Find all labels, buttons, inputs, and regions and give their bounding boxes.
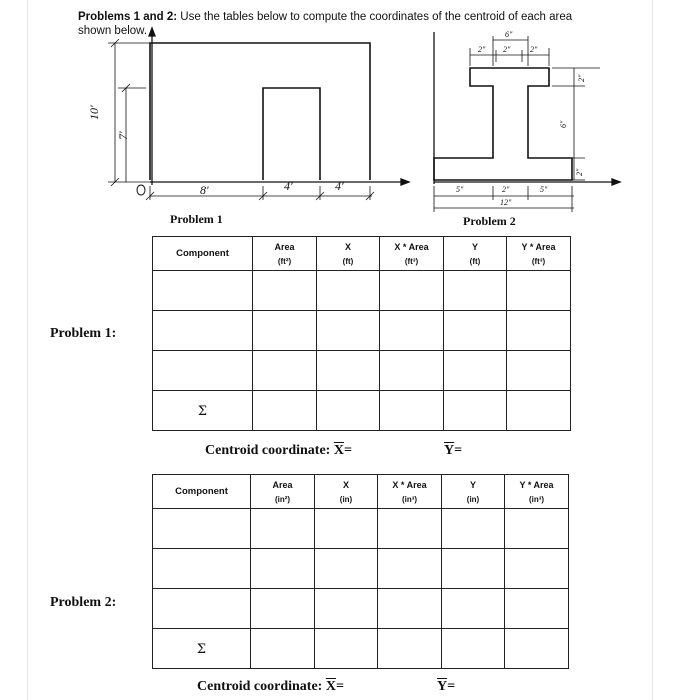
input-cell[interactable] [442,509,505,549]
input-cell[interactable] [253,271,317,311]
input-cell[interactable] [253,311,317,351]
header-component: Component [153,237,253,271]
instructions-title: Problems 1 and 2: [78,11,178,23]
header-x: X (ft) [317,237,380,271]
table-row [153,509,569,549]
table-row [153,351,571,391]
instructions-text: Use the tables below to compute the coordinates of the centroid of each area shown below. [78,11,573,37]
input-cell[interactable] [442,629,505,669]
figures [0,0,681,230]
dim-left-width: 8' [200,183,209,197]
problem-2-label: Problem 2: [50,595,117,610]
input-cell[interactable] [251,509,315,549]
input-cell[interactable] [505,629,569,669]
input-cell[interactable] [444,271,507,311]
sum-row [153,391,571,431]
input-cell[interactable] [378,509,442,549]
centroid-label: Centroid coordinate: [205,443,331,458]
header-component: Component [153,475,251,509]
input-cell[interactable] [251,549,315,589]
input-cell[interactable] [153,549,251,589]
input-cell[interactable] [507,271,571,311]
input-cell[interactable] [507,391,571,431]
input-cell[interactable] [317,271,380,311]
input-cell[interactable] [153,351,253,391]
dim-bot-c: 5" [540,185,548,194]
input-cell[interactable] [380,311,444,351]
header-y-area: Y * Area (ft³) [507,237,571,271]
input-cell[interactable] [153,311,253,351]
input-cell[interactable] [315,629,378,669]
input-cell[interactable] [505,549,569,589]
dim-right-mid: 6" [559,120,568,128]
input-cell[interactable] [315,549,378,589]
input-cell[interactable] [380,271,444,311]
figure-2-caption: Problem 2 [463,214,516,228]
input-cell[interactable] [315,589,378,629]
dim-bot-total: 12" [500,198,512,207]
input-cell[interactable] [442,589,505,629]
input-cell[interactable] [444,391,507,431]
dim-right-bot: 2" [575,168,584,176]
table-row [153,549,569,589]
centroid-label: Centroid coordinate: [197,679,323,694]
input-cell[interactable] [317,391,380,431]
input-cell[interactable] [253,351,317,391]
header-x-area: X * Area (in³) [378,475,442,509]
figure-1-caption: Problem 1 [170,212,223,226]
problem-1-label: Problem 1: [50,326,117,341]
header-y: Y (in) [442,475,505,509]
dim-bot-b: 2" [502,185,510,194]
header-area: Area (in²) [251,475,315,509]
dim-bot-a: 5" [456,185,464,194]
dim-right-width: 4' [335,179,344,193]
dim-top-total: 6" [505,30,513,39]
problem-2-ybar: $\overline{Y}=$ [437,679,456,694]
problem-2-centroid: Centroid coordinate: $\overline{X}=$ [197,679,344,694]
header-x-area: X * Area (ft³) [380,237,444,271]
dim-mid-width: 4' [284,179,293,193]
input-cell[interactable] [378,549,442,589]
input-cell[interactable] [444,351,507,391]
dim-inner-height: 7' [116,131,130,140]
sum-symbol: Σ [153,629,251,669]
input-cell[interactable] [380,351,444,391]
problem-1-table [152,236,571,431]
problem-1-centroid: Centroid coordinate: $\overline{X}=$ [205,443,352,458]
figure-1-drawing [108,28,409,200]
table-row [153,311,571,351]
table-row [153,589,569,629]
input-cell[interactable] [442,549,505,589]
header-area: Area (ft²) [253,237,317,271]
xbar-symbol: $\overline{X}$ [325,679,336,694]
input-cell[interactable] [317,311,380,351]
sum-row [153,629,569,669]
figure-1-dims [87,105,344,197]
ybar-symbol: $\overline{Y}$ [437,679,448,694]
input-cell[interactable] [153,509,251,549]
dim-top-a: 2" [478,45,486,54]
input-cell[interactable] [153,271,253,311]
header-x: X (in) [315,475,378,509]
ybar-symbol: $\overline{Y}$ [444,443,455,458]
input-cell[interactable] [378,629,442,669]
input-cell[interactable] [253,391,317,431]
input-cell[interactable] [251,629,315,669]
input-cell[interactable] [317,351,380,391]
input-cell[interactable] [507,351,571,391]
input-cell[interactable] [507,311,571,351]
sum-symbol: Σ [153,391,253,431]
input-cell[interactable] [505,589,569,629]
dim-top-c: 2" [530,45,538,54]
header-y-area: Y * Area (in³) [505,475,569,509]
input-cell[interactable] [505,509,569,549]
dim-top-b: 2" [503,45,511,54]
table-header-row [153,237,571,271]
problem-2-table [152,474,569,669]
input-cell[interactable] [380,391,444,431]
table-header-row [153,475,569,509]
dim-total-height: 10' [87,105,101,120]
xbar-symbol: $\overline{X}$ [333,443,344,458]
input-cell[interactable] [315,509,378,549]
input-cell[interactable] [378,589,442,629]
dim-right-top: 2" [577,74,586,82]
header-y: Y (ft) [444,237,507,271]
input-cell[interactable] [444,311,507,351]
table-row [153,271,571,311]
input-cell[interactable] [251,589,315,629]
problem-1-ybar: $\overline{Y}=$ [444,443,463,458]
input-cell[interactable] [153,589,251,629]
